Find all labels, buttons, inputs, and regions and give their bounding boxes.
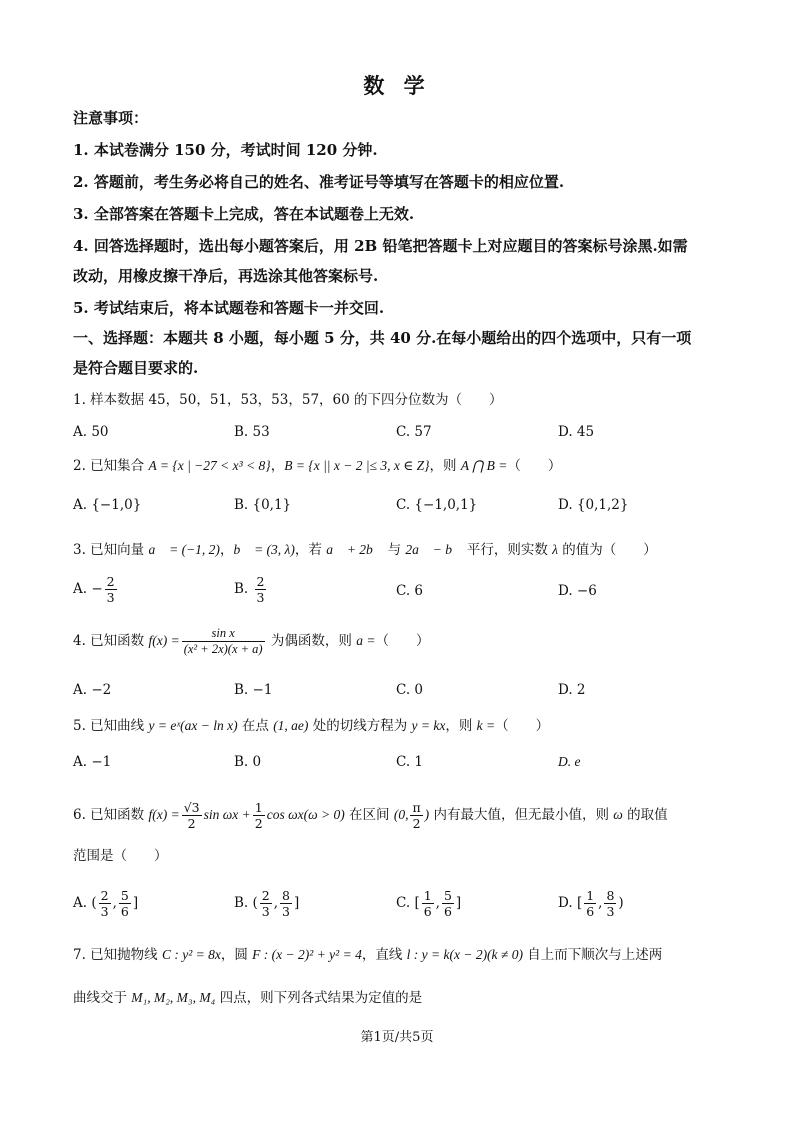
q6-interval-open: (0, [393, 807, 409, 822]
q6-option-b-n2: 8 [282, 888, 290, 903]
q1-option-a: A. 50 [73, 424, 109, 440]
question-7 [73, 945, 733, 965]
question-6 [73, 800, 733, 831]
q7-parabola: C : y² = 8x [161, 947, 221, 962]
q6-option-d-label: D. [558, 895, 577, 911]
q3-prefix: 3. 已知向量 [73, 542, 149, 558]
q6-option-a-frac-1 [99, 888, 111, 919]
q7-points: M₁, M₂, M₃, M₄ [131, 990, 216, 1005]
q1-option-d: D. 45 [558, 424, 595, 440]
question-3 [73, 540, 733, 560]
q3-option-a [73, 574, 119, 605]
q7-line: l : y = k(x − 2)(k ≠ 0) [406, 947, 523, 962]
q6-option-a: A. ( $\frac{2}{3}$ , $\frac{5}{6}$ ] [73, 888, 139, 919]
q6-option-c-d2: 6 [443, 904, 452, 919]
q5-mid3: ，则 [445, 718, 477, 734]
q3-mid2: 与 [383, 542, 406, 558]
q6-option-a-d1: 3 [100, 904, 109, 919]
q6-option-d-frac-1 [584, 888, 596, 919]
q6-option-a-label: A. [73, 895, 92, 911]
q5-prefix: 5. 已知曲线 [73, 718, 149, 734]
q6-option-c-d1: 6 [423, 904, 432, 919]
q2-set-a: A = {x | −27 < x³ < 8} [148, 458, 271, 473]
q6-option-b-left: ( [252, 895, 258, 911]
q6-coef-1 [182, 800, 202, 831]
q4-prefix: 4. 已知函数 [73, 633, 149, 649]
question-6-cont: 范围是（ ） [73, 848, 168, 864]
q6-option-a-frac-2 [119, 888, 131, 919]
notice-item-2: 2. 答题前，考生务必将自己的姓名、准考证号等填写在答题卡的相应位置. [73, 173, 565, 191]
q3-option-c: C. 6 [396, 583, 424, 599]
q3-mid1: ，若 [294, 542, 327, 558]
q6-term-1: sin ωx + [203, 807, 251, 822]
q6-coef-2-num: 1 [254, 800, 263, 815]
q5-curve: y = eˣ(ax − ln x) [148, 718, 238, 733]
q3-vector-a: a⃗ = (−1, 2) [148, 542, 220, 557]
q6-term-2: cos ωx(ω > 0) [266, 807, 345, 822]
q4-eq: a = [356, 633, 376, 648]
notice-item-5: 5. 考试结束后，将本试题卷和答题卡一并交回. [73, 299, 385, 317]
q7-line2-tail: 四点，则下列各式结果为定值的是 [215, 990, 423, 1006]
q6-option-c-label: C. [396, 895, 415, 911]
q3-lambda: λ [552, 542, 558, 557]
q6-option-b-n1: 2 [261, 888, 270, 903]
q6-option-d-left: [ [576, 895, 583, 911]
q6-coef-1-num: √3 [183, 800, 200, 815]
q5-line: y = kx [411, 718, 446, 733]
q3-option-a-den: 3 [106, 590, 115, 605]
section-heading: 一、选择题：本题共 8 小题，每小题 5 分，共 40 分.在每小题给出的四个选项中，只有一项 [73, 329, 692, 347]
q4-option-c: C. 0 [396, 682, 424, 698]
q2-option-d: D. {0,1,2} [558, 497, 629, 513]
q3-option-a-fraction [105, 574, 117, 605]
q6-option-b-frac-2 [280, 888, 292, 919]
q6-option-d: D. [ $\frac{1}{6}$ , $\frac{8}{3}$ ) [558, 888, 624, 919]
q4-option-d: D. 2 [558, 682, 586, 698]
q6-option-c-frac-2 [442, 888, 454, 919]
q3-expr-1: a⃗ + 2b⃗ [326, 542, 384, 557]
q3-vector-b: b⃗ = (3, λ) [233, 542, 295, 557]
q6-option-c-n2: 5 [443, 888, 452, 903]
q6-mid2: 内有最大值，但无最小值，则 [429, 807, 614, 823]
q2-expr: A ⋂ B = [460, 458, 508, 473]
q6-option-a-d2: 6 [120, 904, 129, 919]
q2-set-b: B = {x || x − 2 |≤ 3, x ∈ Z} [284, 458, 430, 473]
q6-option-b-d1: 3 [261, 904, 270, 919]
question-4 [73, 626, 733, 657]
q6-tail: 的取值 [622, 807, 668, 823]
q2-prefix: 2. 已知集合 [73, 458, 149, 474]
q6-option-c-right: ] [455, 895, 462, 911]
q6-omega: ω [613, 807, 623, 822]
q7-mid2: ，直线 [361, 947, 407, 963]
q4-fx: f(x) = [148, 633, 180, 648]
q3-option-b-den: 3 [256, 590, 265, 605]
q3-option-b-num: 2 [256, 574, 265, 589]
q2-mid: ，则 [429, 458, 461, 474]
q6-option-c: C. [ $\frac{1}{6}$ , $\frac{5}{6}$ ] [396, 888, 462, 919]
q6-option-d-d1: 6 [586, 904, 595, 919]
q3-sep: ， [219, 542, 234, 558]
notice-item-1: 1. 本试卷满分 150 分，考试时间 120 分钟. [73, 141, 378, 159]
q6-option-b: B. ( $\frac{2}{3}$ , $\frac{8}{3}$ ] [234, 888, 300, 919]
q5-option-b: B. 0 [234, 754, 262, 770]
q2-tail: （ ） [507, 458, 562, 474]
q3-option-a-label: A. − [73, 581, 103, 597]
q3-option-b [234, 574, 268, 605]
q6-option-b-label: B. [234, 895, 253, 911]
q6-coef-2-den: 2 [254, 816, 263, 831]
q3-option-a-num: 2 [106, 574, 115, 589]
notice-item-3: 3. 全部答案在答题卡上完成，答在本试题卷上无效. [73, 205, 415, 223]
question-7-cont [73, 988, 733, 1008]
q5-option-a: A. −1 [73, 754, 112, 770]
q6-option-d-frac-2 [604, 888, 616, 919]
q4-denominator: (x² + 2x)(x + a) [183, 642, 263, 656]
q7-tail: 自上而下顺次与上述两 [522, 947, 663, 963]
section-heading-cont: 是符合题目要求的. [73, 359, 199, 377]
q6-option-b-frac-1 [260, 888, 272, 919]
page-footer: 第1页/共5页 [360, 1030, 434, 1045]
q2-option-b: B. {0,1} [234, 497, 292, 513]
q6-fx: f(x) = [148, 807, 180, 822]
q4-fraction [182, 626, 265, 657]
notice-heading: 注意事项： [73, 109, 149, 127]
q6-option-a-n2: 5 [120, 888, 129, 903]
q6-coef-1-den: 2 [187, 816, 196, 831]
q4-mid: 为偶函数，则 [266, 633, 357, 649]
q6-option-a-left: ( [91, 895, 97, 911]
q5-point: (1, ae) [273, 718, 309, 733]
q4-option-a: A. −2 [73, 682, 112, 698]
q6-option-c-frac-1 [422, 888, 434, 919]
q6-option-d-n1: 1 [586, 888, 595, 903]
q5-option-d: D. e [558, 754, 581, 769]
q2-sep: ， [270, 458, 285, 474]
question-1: 1. 样本数据 45，50，51，53，53，57，60 的下四分位数为（ ） [73, 392, 503, 408]
q3-expr-2: 2a⃗ − b⃗ [405, 542, 463, 557]
q3-mid3: 平行，则实数 [462, 542, 553, 558]
q6-interval-num: π [412, 800, 421, 815]
q6-coef-2 [253, 800, 265, 831]
q5-option-c: C. 1 [396, 754, 424, 770]
q6-option-a-right: ] [132, 895, 139, 911]
q6-option-d-d2: 3 [606, 904, 615, 919]
q3-option-d: D. −6 [558, 583, 597, 599]
q5-mid1: 在点 [237, 718, 274, 734]
q3-option-b-label: B. [234, 581, 253, 597]
question-2 [73, 456, 733, 476]
q7-prefix: 7. 已知抛物线 [73, 947, 162, 963]
q6-option-c-n1: 1 [423, 888, 432, 903]
q6-option-b-right: ] [294, 895, 300, 911]
question-5 [73, 716, 733, 736]
page-title: 数 学 [363, 73, 431, 98]
q6-option-d-right: ) [618, 895, 624, 911]
q5-tail: （ ） [495, 718, 550, 734]
q6-interval-fraction [410, 800, 422, 831]
q6-prefix: 6. 已知函数 [73, 807, 149, 823]
q3-option-b-fraction [255, 574, 267, 605]
q6-option-d-n2: 8 [606, 888, 615, 903]
q3-tail: 的值为（ ） [557, 542, 657, 558]
q5-mid2: 处的切线方程为 [308, 718, 412, 734]
q1-option-b: B. 53 [234, 424, 270, 440]
q1-option-c: C. 57 [396, 424, 432, 440]
q5-k: k = [476, 718, 496, 733]
q7-circle: F : (x − 2)² + y² = 4 [252, 947, 362, 962]
q6-interval-den: 2 [412, 816, 421, 831]
q6-option-c-left: [ [414, 895, 420, 911]
q4-numerator: sin x [182, 626, 265, 642]
q6-option-a-n1: 2 [100, 888, 109, 903]
notice-item-4: 4. 回答选择题时，选出每小题答案后，用 2B 铅笔把答题卡上对应题目的答案标号涂黑.如需 [73, 237, 688, 255]
q2-option-c: C. {−1,0,1} [396, 497, 478, 513]
q6-option-b-d2: 3 [282, 904, 290, 919]
q4-tail: （ ） [375, 633, 430, 649]
notice-item-4-cont: 改动，用橡皮擦干净后，再选涂其他答案标号. [73, 267, 379, 285]
q6-mid1: 在区间 [344, 807, 394, 823]
q7-line2-prefix: 曲线交于 [73, 990, 132, 1006]
q4-option-b: B. −1 [234, 682, 273, 698]
q2-option-a: A. {−1,0} [73, 497, 142, 513]
q6-interval-close: ) [424, 807, 430, 822]
q7-mid1: ，圆 [220, 947, 253, 963]
